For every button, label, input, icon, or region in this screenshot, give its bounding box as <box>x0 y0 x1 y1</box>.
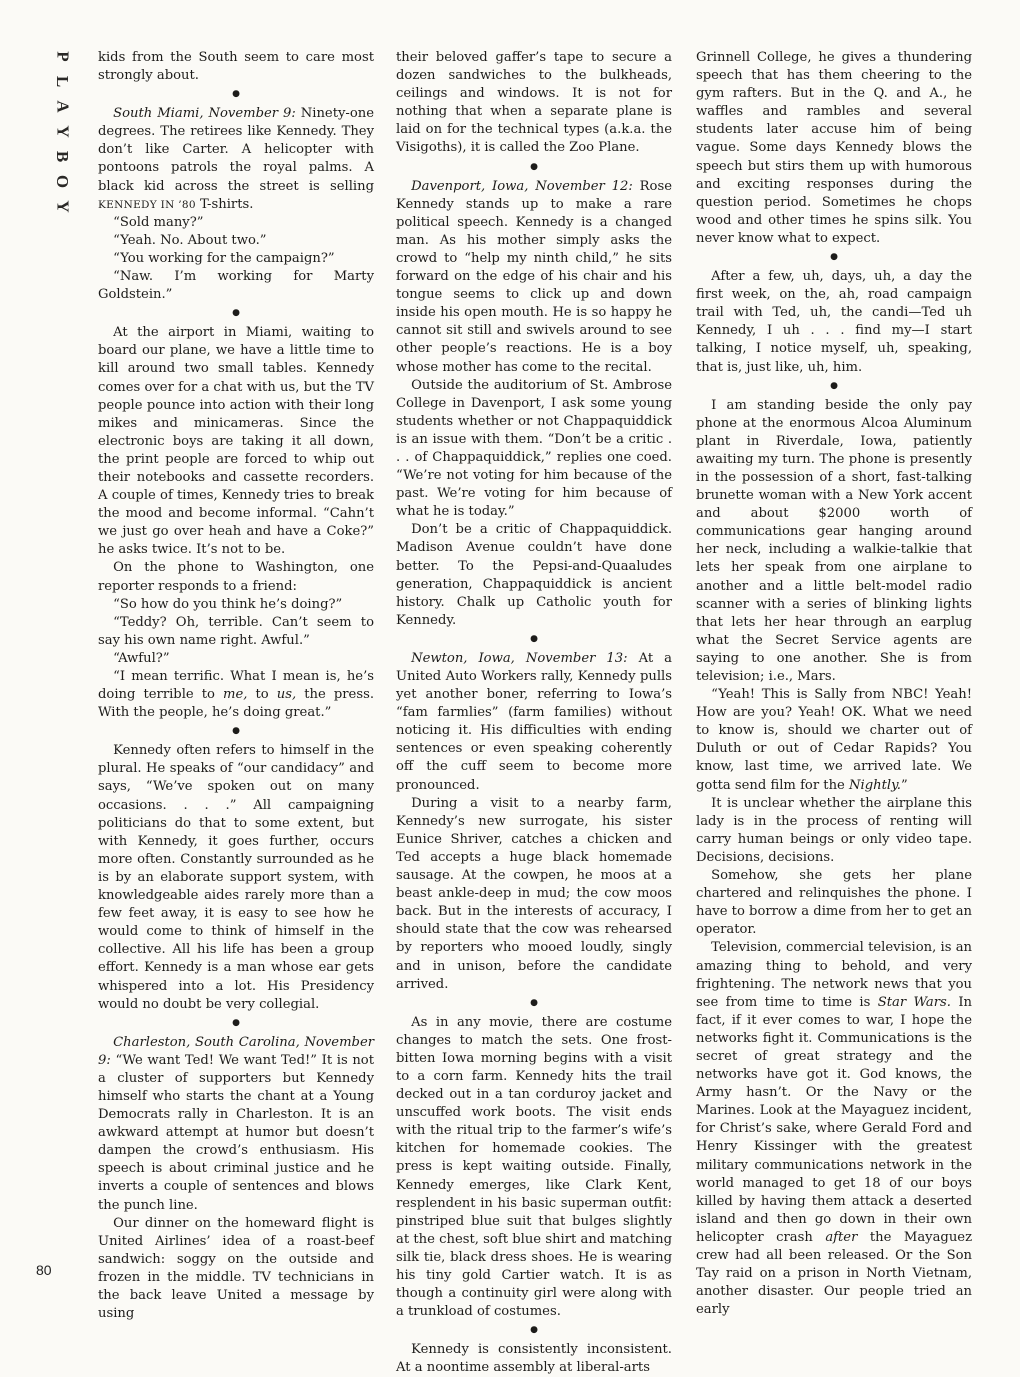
paragraph: Charleston, South Carolina, November 9: “We want Ted! We want Ted!” It is not a cluster of supporters but Kennedy himself who starts the chant at a Young Democrats rally in Charleston. It is an awkward attempt at humor but doesn’t dampen the crowd’s enthusiasm. His speech is about criminal justice and he inverts a couple of sentences and blows the punch line. <box>98 1034 374 1213</box>
masthead-letter: B <box>53 150 73 163</box>
section-bullet: ● <box>232 308 240 319</box>
page-number: 80 <box>36 1262 52 1278</box>
section-bullet: ● <box>232 1017 240 1028</box>
paragraph: Grinnell College, he gives a thundering speech that has them cheering to the gym rafters. But in the Q. and A., he waffles and rambles and several students later accuse him of being vague. Some days Kennedy blows the speech but stirs them up with humorous and exciting responses during the question period. Sometimes he chops wood and other times he spins silk. You never know what to expect. <box>696 50 972 246</box>
masthead-letter: L <box>53 75 73 88</box>
section-bullet: ● <box>530 161 538 172</box>
paragraph: “Yeah! This is Sally from NBC! Yeah! How are you? Yeah! OK. What we need to know is, should we charter out of Duluth or out of Cedar Rapids? You know, last time, we arrived late. We gotta send film for the Nightly.” <box>696 687 972 793</box>
masthead-letter: P <box>53 51 73 62</box>
paragraph: Davenport, Iowa, November 12: Rose Kennedy stands up to make a rare political speech. Kennedy is a changed man. As his mother simply asks the crowd to “help my ninth child,” he sits forward on the edge of his chair and his tongue seems to click up and down inside his open mouth. He is so happy he cannot sit still and swivels around to see other people’s reactions. He is a boy whose mother has come to the recital. <box>396 178 672 375</box>
section-bullet: ● <box>530 1325 538 1336</box>
paragraph: Outside the auditorium of St. Ambrose College in Davenport, I ask some young students whether or not Chappaquiddick is an issue with them. “Don’t be a critic . . . of Chappaquiddick,” replies one coed. “We’re not voting for him because of the past. We’re voting for him because of what he is today.” <box>396 377 672 520</box>
paragraph: Don’t be a critic of Chappaquiddick. Madison Avenue couldn’t have done better. To the Pepsi-and-Quaaludes generation, Chappaquiddick is ancient history. Chalk up Catholic youth for Kennedy. <box>396 522 672 628</box>
magazine-masthead <box>48 44 78 219</box>
paragraph: Television, commercial television, is an amazing thing to behold, and very frightening. The network news that you see from time to time is Star Wars. In fact, if it ever comes to war, I hope the networks fight it. Communications is the secret of great strategy and the networks have got it. God knows, the Army hasn’t. Or the Navy or the Marines. Look at the Mayaguez incident, for Christ’s sake, where Gerald Ford and Henry Kissinger with the greatest military communications network in the world managed to get 18 of our boys killed by having them attack a deserted island and then go down in their own helicopter crash after the Mayaguez crew had all been released. Or the Son Tay raid on a prison in North Vietnam, another disaster. Our people tried an early <box>696 940 972 1318</box>
paragraph: Kennedy often refers to himself in the plural. He speaks of “our candidacy” and says, “We’ve spoken out on many occasions. . . .” All campaigning politicians do that to some extent, but with Kennedy, it goes further, occurs more often. Constantly surrounded as he is by an elaborate support system, with knowledgeable aides rarely more than a few feet away, it is easy to see how he would come to think of himself in the collective. All his life has been a group effort. Kennedy is a man whose ear gets whispered into a lot. His Presidency would no doubt be very collegial. <box>98 743 374 1012</box>
paragraph: “I mean terrific. What I mean is, he’s doing terrible to me, to us, the press. With the people, he’s doing great.” <box>98 669 374 721</box>
paragraph: At the airport in Miami, waiting to board our plane, we have a little time to kill around two small tables. Kennedy comes over for a chat with us, but the TV people pounce into action with their long mikes and minicameras. Since the electronic boys are taking it all down, the print people are forced to whip out their notebooks and cassette recorders. A couple of times, Kennedy tries to break the mood and become informal. “Cahn’t we just go over heah and have a Coke?” he asks twice. It’s not to be. <box>98 325 374 558</box>
section-bullet: ● <box>530 997 538 1008</box>
paragraph: On the phone to Washington, one reporter responds to a friend: <box>98 560 374 594</box>
text-column-3 <box>696 49 972 1319</box>
paragraph: “So how do you think he’s doing?” <box>113 596 343 612</box>
paragraph: Our dinner on the homeward flight is United Airlines’ idea of a roast-beef sandwich: soggy on the outside and frozen in the middle. TV technicians in the back leave United a message by using <box>98 1215 374 1322</box>
section-bullet: ● <box>830 252 838 263</box>
masthead-letter: A <box>53 100 73 113</box>
paragraph: It is unclear whether the airplane this lady is in the process of renting will carry human beings or only video tape. Decisions, decisions. <box>696 795 972 865</box>
paragraph: “Sold many?” <box>113 214 204 230</box>
paragraph: I am standing beside the only pay phone at the enormous Alcoa Aluminum plant in Riverdale, Iowa, patiently awaiting my turn. The phone is presently in the possession of a short, fast-talking brunette woman with a New York accent and about $2000 worth of communications gear hanging around her neck, including a walkie-talkie that lets her speak from one airplane to another and a little belt-model radio scanner with a series of blinking lights that lets her hear through an earplug what the Secret Service agents are saying to one another. She is from television; i.e., Mars. <box>696 397 972 684</box>
paragraph: As in any movie, there are costume changes to match the sets. One frost-bitten Iowa morning begins with a visit to a corn farm. Kennedy hits the trail decked out in a tan corduroy jacket and unscuffed work boots. The visit ends with the ritual trip to the farmer’s wife’s kitchen for homemade cookies. The press is kept waiting outside. Finally, Kennedy emerges, like Clark Kent, resplendent in his basic superman outfit: pinstriped blue suit that bulges slightly at the chest, soft blue shirt and matching silk tie, black dress shoes. He is wearing his tiny gold Cartier watch. It is as though a continuity girl were along with a trunkload of costumes. <box>396 1014 672 1320</box>
section-bullet: ● <box>232 89 240 100</box>
paragraph: Newton, Iowa, November 13: At a United Auto Workers rally, Kennedy pulls yet another boner, referring to Iowa’s “fam farmlies” (farm families) without noticing it. His difficulties with ending sentences or even speaking coherently off the cuff seem to become more pronounced. <box>396 650 672 793</box>
paragraph: kids from the South seem to care most strongly about. <box>98 50 374 84</box>
masthead-letter: Y <box>53 200 73 213</box>
paragraph: Somehow, she gets her plane chartered and relinquishes the phone. I have to borrow a dime from her to get an operator. <box>696 868 973 938</box>
paragraph: “Teddy? Oh, terrible. Can’t seem to say his own name right. Awful.” <box>98 614 374 648</box>
section-bullet: ● <box>232 726 240 737</box>
text-column-1 <box>98 49 374 1323</box>
section-bullet: ● <box>530 633 538 644</box>
paragraph: “You working for the campaign?” <box>113 250 335 266</box>
paragraph: “Awful?” <box>113 650 170 666</box>
paragraph: After a few, uh, days, uh, a day the first week, on the, ah, road campaign trail with Ted, uh, the candi—Ted uh Kennedy, I uh . . . find my—I start talking, I notice myself, uh, speaking, that is, just like, uh, him. <box>696 269 972 375</box>
masthead-letter: O <box>53 174 73 189</box>
paragraph: “Yeah. No. About two.” <box>113 232 267 248</box>
paragraph: “Naw. I’m working for Marty Goldstein.” <box>98 269 374 303</box>
paragraph: During a visit to a nearby farm, Kennedy’s new surrogate, his sister Eunice Shriver, catches a chicken and Ted accepts a huge black homemade sausage. At the cowpen, he moos at a beast ankle-deep in mud; the cow moos back. But in the interests of accuracy, I should state that the cow was rehearsed by reporters who mooed loudly, singly and in unison, before the candidate arrived. <box>396 795 672 992</box>
section-bullet: ● <box>830 380 838 391</box>
text-column-2 <box>396 49 672 1377</box>
masthead-letter: Y <box>53 125 73 138</box>
paragraph: South Miami, November 9: Ninety-one degrees. The retirees like Kennedy. They don’t like Carter. A helicopter with pontoons patrols the royal palms. A black kid across the street is selling KENNEDY IN ’80 T-shirts. <box>98 106 374 212</box>
paragraph: Kennedy is consistently inconsistent. At a noontime assembly at liberal-arts <box>396 1342 672 1376</box>
paragraph: their beloved gaffer’s tape to secure a dozen sandwiches to the bulkheads, ceilings and windows. It is not for nothing that when a separate plane is laid on for the technical types (a.k.a. the Visigoths), it is called the Zoo Plane. <box>396 50 672 156</box>
